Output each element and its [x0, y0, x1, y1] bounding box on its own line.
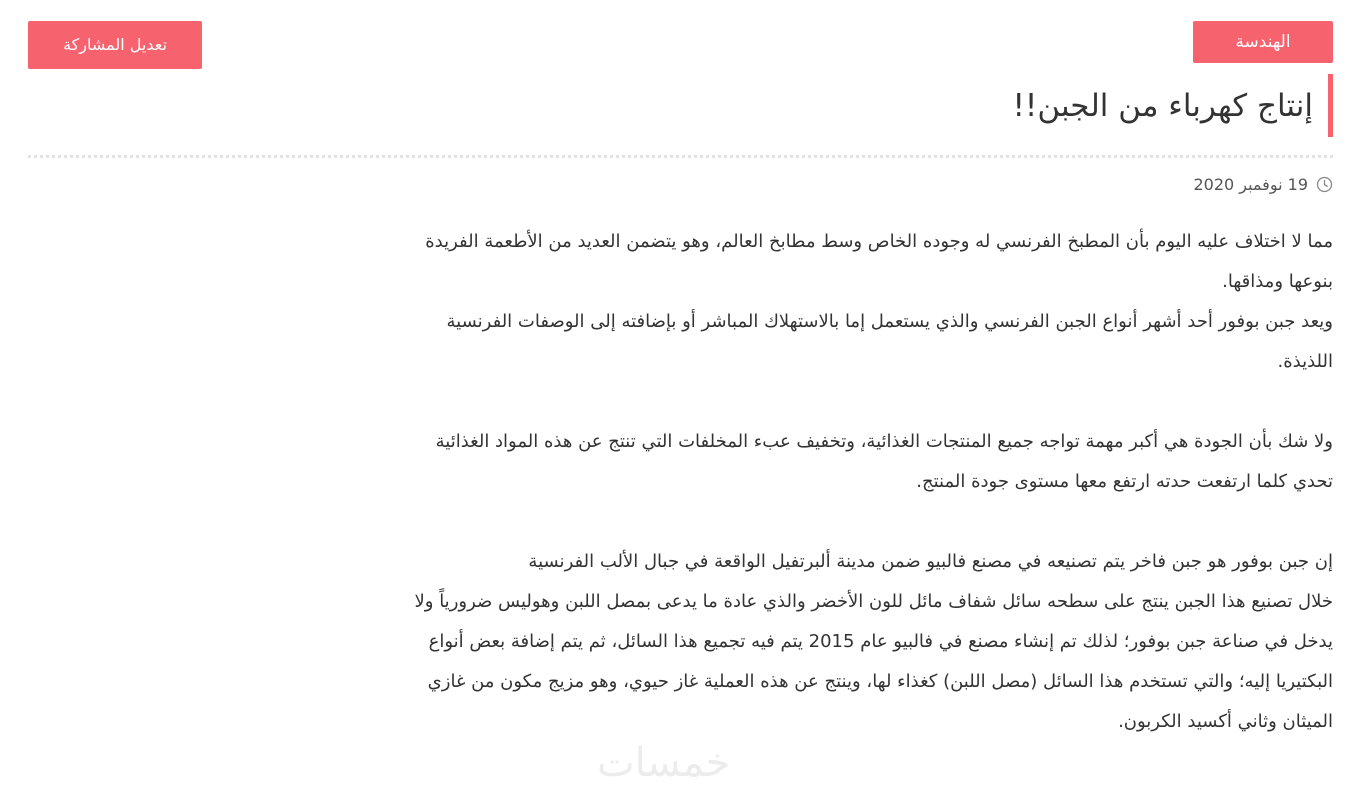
category-badge[interactable]: الهندسة: [1193, 21, 1333, 63]
article-line: ولا شك بأن الجودة هي أكبر مهمة تواجه جميع المنتجات الغذائية، وتخفيف عبء المخلفات التي تنتج عن هذه المواد الغذائية: [435, 431, 1333, 452]
clock-icon: [1316, 176, 1333, 193]
article-line: البكتيريا إليه؛ والتي تستخدم هذا السائل (مصل اللبن) كغذاء لها، وينتج عن هذه العملية غاز حيوي، وهو مزيج مكون من غازي: [427, 671, 1333, 692]
article-line: تحدي كلما ارتفعت حدته ارتفع معها مستوى جودة المنتج.: [916, 471, 1333, 492]
post-page: [28, 0, 1333, 800]
article-line: مما لا اختلاف عليه اليوم بأن المطبخ الفرنسي له وجوده الخاص وسط مطابخ العالم، وهو يتضمن العديد من الأطعمة الفريدة: [425, 231, 1333, 252]
paragraph-gap: [28, 502, 1333, 542]
site-watermark: خمسات: [597, 740, 731, 786]
title-block: [28, 74, 1333, 137]
post-header: [28, 21, 1333, 69]
article-line: بنوعها ومذاقها.: [1222, 271, 1333, 292]
article-line: يدخل في صناعة جبن بوفور؛ لذلك تم إنشاء مصنع في فالبيو عام 2015 يتم فيه تجميع هذا السائل، ثم يتم إضافة بعض أنواع: [428, 631, 1333, 652]
article-line: الميثان وثاني أكسيد الكربون.: [1118, 711, 1333, 732]
post-date: [1193, 172, 1333, 196]
article-line: اللذيذة.: [1277, 351, 1333, 372]
article-line: إن جبن بوفور هو جبن فاخر يتم تصنيعه في مصنع فالبيو ضمن مدينة ألبرتفيل الواقعة في جبال الألب الفرنسية: [528, 551, 1333, 572]
article-line: ويعد جبن بوفور أحد أشهر أنواع الجبن الفرنسي والذي يستعمل إما بالاستهلاك المباشر أو بإضافته إلى الوصفات الفرنسية: [446, 311, 1333, 332]
divider: [28, 155, 1333, 158]
paragraph-gap: [28, 382, 1333, 422]
post-date-text: 19 نوفمبر 2020: [1193, 174, 1308, 194]
article-body: [28, 222, 1333, 742]
page-title: إنتاج كهرباء من الجبن!!: [1012, 88, 1313, 124]
article-line: خلال تصنيع هذا الجبن ينتج على سطحه سائل شفاف مائل للون الأخضر والذي عادة ما يدعى بمصل اللبن وهوليس ضرورياً ولا: [414, 591, 1333, 612]
title-accent-bar: [1328, 74, 1333, 137]
edit-post-button[interactable]: تعديل المشاركة: [28, 21, 202, 69]
